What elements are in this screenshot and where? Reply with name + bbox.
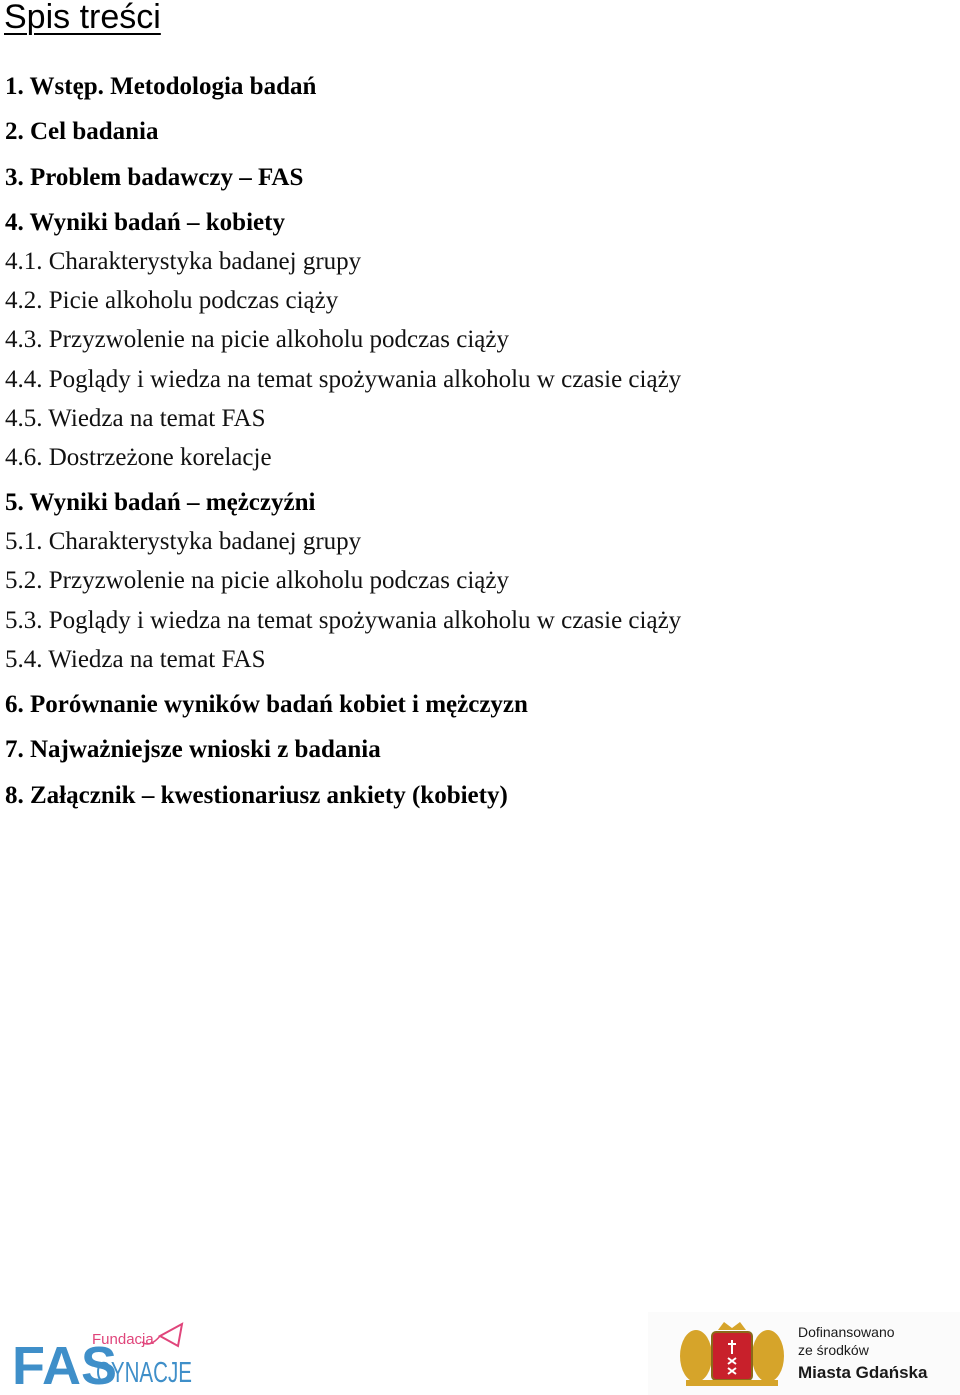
toc-subsection: 5.4. Wiedza na temat FAS xyxy=(5,646,266,673)
fascynacje-logo xyxy=(10,1318,195,1395)
toc-chapter: 7. Najważniejsze wnioski z badania xyxy=(5,736,381,763)
toc-chapter: 5. Wyniki badań – mężczyźni xyxy=(5,489,316,516)
toc-subsection: 4.4. Poglądy i wiedza na temat spożywania alkoholu w czasie ciąży xyxy=(5,366,682,393)
toc-subsection: 5.1. Charakterystyka badanej grupy xyxy=(5,528,362,555)
toc-subsection: 4.3. Przyzwolenie na picie alkoholu podczas ciąży xyxy=(5,326,509,353)
toc-subsection: 5.2. Przyzwolenie na picie alkoholu podczas ciąży xyxy=(5,567,509,594)
toc-subsection: 4.5. Wiedza na temat FAS xyxy=(5,405,266,432)
funding-line-2: ze środków xyxy=(798,1342,869,1358)
toc-chapter: 6. Porównanie wyników badań kobiet i mężczyzn xyxy=(5,691,528,718)
toc-chapter: 8. Załącznik – kwestionariusz ankiety (kobiety) xyxy=(5,782,508,809)
toc-subsection: 4.6. Dostrzeżone korelacje xyxy=(5,444,272,471)
kite-icon xyxy=(160,1324,182,1346)
toc-subsection: 4.2. Picie alkoholu podczas ciąży xyxy=(5,287,339,314)
toc-chapter: 4. Wyniki badań – kobiety xyxy=(5,209,285,236)
page-title: Spis treści xyxy=(4,0,161,36)
toc-chapter: 1. Wstęp. Metodologia badań xyxy=(5,73,317,100)
funding-line-1: Dofinansowano xyxy=(798,1324,895,1340)
toc-chapter: 3. Problem badawczy – FAS xyxy=(5,164,304,191)
gdansk-crest-icon xyxy=(676,1318,788,1390)
toc-subsection: 4.1. Charakterystyka badanej grupy xyxy=(5,248,362,275)
funding-line-3: Miasta Gdańska xyxy=(798,1363,928,1382)
toc-chapter: 2. Cel badania xyxy=(5,118,159,145)
toc-subsection: 5.3. Poglądy i wiedza na temat spożywania alkoholu w czasie ciąży xyxy=(5,607,682,634)
logo-fundacja-text: Fundacja xyxy=(92,1331,154,1348)
logo-fas-text: FAS xyxy=(12,1336,118,1395)
funding-badge xyxy=(648,1312,960,1395)
logo-cynacje-text: CYNACJE xyxy=(96,1357,192,1389)
fascynacje-logo-graphic xyxy=(10,1318,195,1395)
